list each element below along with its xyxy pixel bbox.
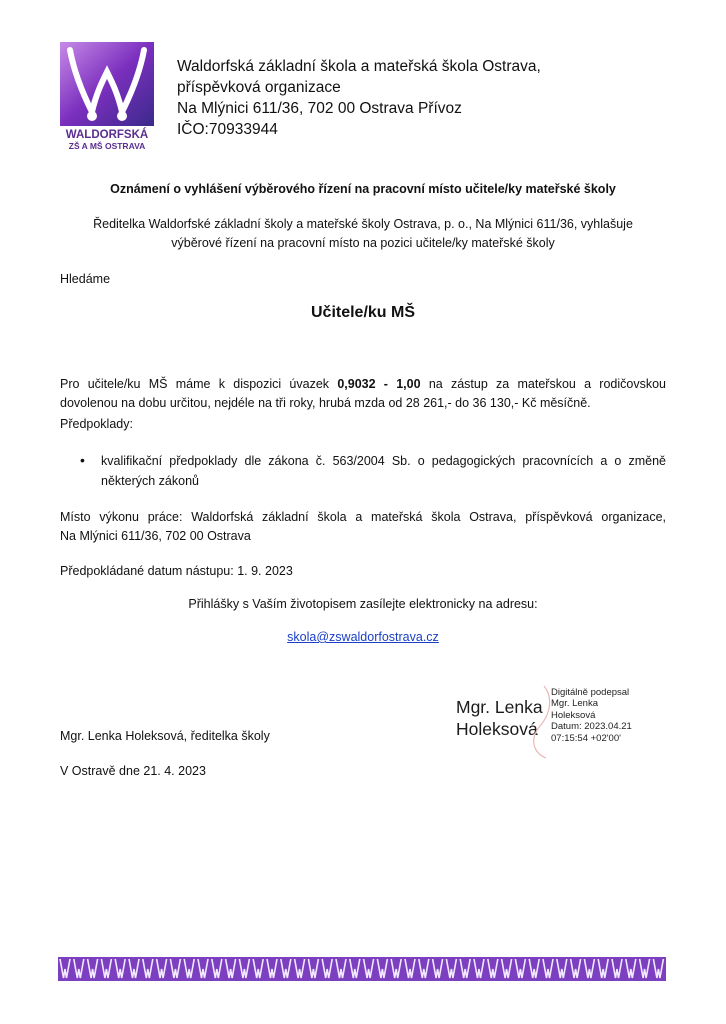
- notice-intro: [60, 215, 666, 253]
- offer-line-2: dovolenou na dobu určitou, nejdéle na tři roky, hrubá mzda od 28 261,- do 36 130,- Kč měsíčně.: [60, 396, 591, 410]
- school-name: Waldorfská základní škola a mateřská škola Ostrava,: [177, 58, 541, 75]
- logo-drop-right: [117, 111, 127, 121]
- intro-line-2: výběrové řízení na pracovní místo na pozici učitele/ky mateřské školy: [171, 236, 555, 250]
- email-row: [60, 628, 666, 647]
- logo-drop-left: [87, 111, 97, 121]
- signature-meta-line-1: Digitálně podepsal: [551, 687, 630, 698]
- school-ico: IČO:70933944: [177, 121, 278, 138]
- seeking-label: Hledáme: [60, 272, 111, 286]
- prereq-item: [101, 451, 666, 491]
- signature-meta-line-4: Datum: 2023.04.21: [551, 721, 632, 733]
- notice-heading: Oznámení o vyhlášení výběrového řízení na pracovní místo učitele/ky mateřské školy: [110, 182, 616, 196]
- logo-text-line2: ZŠ A MŠ OSTRAVA: [68, 141, 146, 151]
- logo-background: [60, 42, 154, 126]
- signature-meta-line-2: Mgr. Lenka: [551, 698, 598, 710]
- offer-paragraph: [60, 375, 666, 434]
- start-date: Předpokládané datum nástupu: 1. 9. 2023: [60, 564, 293, 578]
- footer-pattern: [58, 957, 666, 981]
- offer-line-1: [60, 375, 666, 394]
- intro-line-1: Ředitelka Waldorfské základní školy a mateřské školy Ostrava, p. o., Na Mlýnici 611/36, vyhlašuje: [93, 217, 633, 231]
- school-header: [177, 56, 541, 140]
- position-title: Učitele/ku MŠ: [310, 304, 416, 321]
- school-address: Na Mlýnici 611/36, 702 00 Ostrava Přívoz: [177, 100, 462, 117]
- workplace-line-1: Místo výkonu práce: Waldorfská základní škola a mateřská škola Ostrava, příspěvková organizace,: [60, 510, 666, 524]
- logo-text-line1: WALDORFSKÁ: [65, 129, 149, 141]
- offer-text-1: Pro učitele/ku MŠ máme k dispozici úvazek: [60, 377, 330, 391]
- email-link[interactable]: skola@zswaldorfostrava.cz: [287, 630, 439, 644]
- school-logo: [60, 42, 154, 152]
- signatory: Mgr. Lenka Holeksová, ředitelka školy: [60, 729, 270, 743]
- prereq-label: Předpoklady:: [60, 417, 133, 431]
- signature-meta-line-3: Holeksová: [551, 709, 596, 721]
- offer-load: 0,9032 - 1,00: [337, 377, 421, 391]
- bullet-icon: •: [80, 452, 85, 468]
- place-date: V Ostravě dne 21. 4. 2023: [60, 764, 206, 778]
- workplace-line-2: Na Mlýnici 611/36, 702 00 Ostrava: [60, 529, 251, 543]
- apply-text: Přihlášky s Vaším životopisem zasílejte elektronicky na adresu:: [188, 597, 538, 611]
- offer-text-2: na zástup za mateřskou a rodičovskou: [428, 377, 667, 391]
- signature-name-line-1: Mgr. Lenka: [456, 697, 543, 717]
- school-org-type: příspěvková organizace: [177, 79, 341, 96]
- signature-meta-line-5: 07:15:54 +02'00': [551, 732, 621, 744]
- signature-name-line-2: Holeksová: [456, 719, 538, 739]
- workplace: [60, 508, 666, 546]
- prereq-item-line-2: některých zákonů: [101, 474, 199, 488]
- footer-decoration: [58, 957, 666, 981]
- prereq-item-line-1: kvalifikační předpoklady dle zákona č. 563/2004 Sb. o pedagogických pracovnících a o změně: [101, 454, 666, 468]
